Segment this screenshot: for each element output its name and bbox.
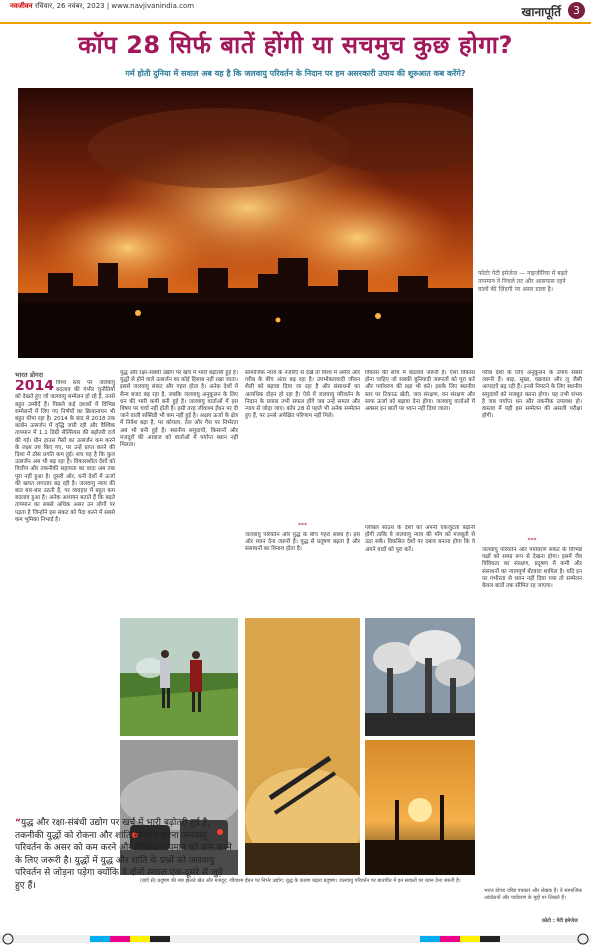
byline: भारत डोगरा — [15, 371, 44, 379]
article-column-2 — [120, 370, 238, 615]
drop-cap: 2014 — [15, 380, 54, 394]
column-4-text: विकास की सोच में बदलाव जरूरी है। ऐसा विकास होना चाहिए जो सबकी बुनियादी जरूरतों को पूरा करे और पर्यावरण की रक्षा भी करे। इसके लिए स्थानीय स्तर पर टिकाऊ खेती, जल संरक्षण, वन संरक्षण और साफ ऊर्जा को बढ़ावा देना होगा। जलवायु वार्ताओं में अक्सर इन बातों पर ध्यान नहीं दिया जाता। — [365, 370, 475, 413]
article-column-4b — [365, 525, 475, 615]
photo-industry — [365, 618, 475, 736]
column-4b-text: ग्लोबल साउथ के देशों को अपनी एकजुटता बढ़ानी होगी ताकि वे जलवायु न्याय की माँग को मजबूती से उठा सकें। विकसित देशों पर दबाव बनाना होगा कि वे अपने वादों को पूरा करें। — [365, 525, 475, 553]
column-5-text: गरीब देशों के लिए अनुकूलन के उपाय सबसे जरूरी हैं। बाढ़, सूखा, चक्रवात और लू जैसी आपदाएँ बढ़ रही हैं। इनसे निपटने के लिए स्थानीय समुदायों को मजबूत करना होगा। यह तभी संभव है जब पर्याप्त धन और तकनीक उपलब्ध हो। वास्तव में यही इस सम्मेलन की असली परीक्षा होगी। — [482, 370, 582, 420]
top-bar — [0, 0, 591, 22]
subhead: गर्म होती दुनिया में सवाल अब यह है कि जलवायु परिवर्तन के निदान पर हम असरकारी उपाय की शुरुआत कब करेंगे? — [125, 69, 466, 78]
fire-photo-graphic — [18, 88, 473, 358]
masthead-date: रविवार, 26 नवंबर, 2023 | www.navjivanindia.com — [35, 2, 195, 10]
pull-quote-text: युद्ध और रक्षा-संबंधी उद्योग पर खर्च में भारी बढ़ोतरी हुई है, तकनीकी युद्धों को रोकना और शांति स्थापित करना जलवायु परिवर्तन के असर को कम करने और वैश्विक तापमान को कम करने के लिए जरूरी है। युद्धों में युद्ध और शांति के प्रश्नों को जलवायु परिवर्तन से जोड़ना पड़ेगा क्योंकि ये दोनों सवाल एक-दूसरे से जुड़े हुए हैं। — [15, 818, 232, 891]
print-registration-bar — [0, 930, 591, 947]
headline: कॉप 28 सिर्फ बातें होंगी या सचमुच कुछ होगा? — [78, 31, 513, 59]
rockets-photo-graphic — [245, 618, 360, 875]
photo-credit: फ़ोटो : गेटी इमेजेज — [542, 918, 578, 924]
column-3b-text: जलवायु परिवर्तन और युद्ध के बीच गहरा संबंध है। इस ओर ध्यान देना जरूरी है। युद्ध से प्रदूषण बढ़ता है और संसाधनों का विनाश होता है। — [245, 532, 360, 553]
page-number-badge: 3 — [568, 2, 585, 19]
registration-marks — [0, 930, 591, 947]
masthead — [10, 2, 194, 11]
article-column-1 — [15, 380, 115, 810]
article-column-5b — [482, 547, 582, 877]
main-photo-fire — [18, 88, 473, 358]
column-5b-text: जलवायु परिवर्तन और पर्यावरण संकट के विभिन्न पक्षों को समग्र रूप से देखना होगा। इसमें जैव विविधता का संरक्षण, प्रदूषण में कमी और संसाधनों का न्यायपूर्ण बँटवारा शामिल है। यदि इन पर गंभीरता से ध्यान नहीं दिया गया तो सम्मेलन केवल बातों तक सीमित रह जाएगा। — [482, 547, 582, 590]
photo-sunset-smoke — [365, 740, 475, 875]
photo-farmers — [120, 618, 238, 736]
section-separator-2: *** — [527, 537, 537, 544]
section-title: खानापूर्ति — [521, 5, 561, 19]
photo-caption: फोटोः गेटी इमेजेज — नाइजीरिया में बढ़ते तापमान ने निचले तट और आसपास रहने वालों की ज़िंदगी पर असर डाला है। — [478, 270, 568, 293]
author-note: भारत डोगरा वरिष्ठ पत्रकार और लेखक हैं। वे सामाजिक आंदोलनों और पर्यावरण के मुद्दों पर लिखते हैं। — [484, 888, 583, 901]
header-rule — [0, 22, 591, 24]
farmers-photo-graphic — [120, 618, 238, 736]
section-separator: *** — [298, 522, 307, 529]
image-caption: (बाएँ से) प्रदूषण की मार झेलते खेत और मजदूर; जीवाश्म ईंधन पर निर्भर उद्योग; युद्ध के कारण बढ़ता प्रदूषण। जलवायु परिवर्तन पर बातचीत में इन सवालों पर ध्यान देना जरूरी है। — [140, 878, 461, 884]
article-column-3b — [245, 532, 360, 612]
column-1-text: विश्व स्तर पर जलवायु बदलाव की गंभीर चुनौतियों को देखते हुए जो जलवायु सम्मेलन हो रहे हैं, उनसे बहुत उम्मीदें हैं। पिछले कई दशकों में विभिन्न सम्मेलनों में लिए गए निर्णयों का क्रियान्वयन भी बहुत धीमा रहा है। 2014 के बाद से 2018 तक कार्बन उत्सर्जन में वृद्धि जारी रही और वैश्विक तापमान में 1.1 डिग्री सेल्सियस की बढ़ोतरी दर्ज की गई। ग्रीन हाउस गैसों का उत्सर्जन कम करने के लक्ष्य तय किए गए, पर उन्हें प्राप्त करने की दिशा में ठोस प्रगति कम हुई। सच यह है कि कुल उत्सर्जन अब भी बढ़ रहा है। विकासशील देशों को वित्तीय और तकनीकी सहायता का वादा अब तक पूरा नहीं हुआ है। दूसरी ओर, धनी देशों में ऊर्जा की खपत लगातार बढ़ रही है। जलवायु न्याय की बात बार-बार उठती है, पर व्यवहार में बहुत कम बदलाव हुआ है। अनेक अध्ययन बताते हैं कि बढ़ते तापमान का सबसे अधिक असर उन लोगों पर पड़ता है जिन्होंने इस संकट को पैदा करने में सबसे कम भूमिका निभाई है। — [15, 380, 115, 523]
quote-mark: “ — [15, 818, 21, 828]
industry-photo-graphic — [365, 618, 475, 736]
column-3-text: सामाजिक न्याय के नजरिए से देखें तो विश्व में अमीर और गरीब के बीच अंतर बढ़ रहा है। उपभोक्तावादी जीवन शैली को बढ़ावा दिया जा रहा है और संसाधनों का अत्यधिक दोहन हो रहा है। ऐसे में जलवायु परिवर्तन के निदान के प्रयास तभी सफल होंगे जब उन्हें समता और न्याय से जोड़ा जाए। कॉप 28 से पहले भी अनेक सम्मेलन हुए हैं, पर उनसे अपेक्षित परिणाम नहीं मिले। — [245, 370, 360, 420]
article-column-4 — [365, 370, 475, 520]
article-column-5 — [482, 370, 582, 535]
photo-rockets — [245, 618, 360, 875]
column-2-text: युद्ध और रक्षा-संबंधी उद्योग पर खर्च में भारी बढ़ोतरी हुई है। युद्धों से होने वाले उत्सर्जन का कोई हिसाब नहीं रखा जाता। इससे जलवायु संकट और गहरा होता है। अनेक देशों में सैन्य बजट बढ़ रहा है, जबकि जलवायु अनुकूलन के लिए धन की भारी कमी बनी हुई है। जलवायु वार्ताओं में इस विषय पर चर्चा नहीं होती है। इसी तरह जीवाश्म ईंधन पर दी जाने वाली सब्सिडी भी कम नहीं हुई है। अक्षय ऊर्जा के क्षेत्र में निवेश बढ़ा है, पर कोयला, तेल और गैस पर निर्भरता अब भी बनी हुई है। स्थानीय समुदायों, किसानों और मजदूरों की आवाज को वार्ताओं में पर्याप्त स्थान नहीं मिलता। — [120, 370, 238, 449]
sunset-photo-graphic — [365, 740, 475, 875]
masthead-name: नवजीवन — [10, 2, 33, 10]
article-column-3 — [245, 370, 360, 520]
